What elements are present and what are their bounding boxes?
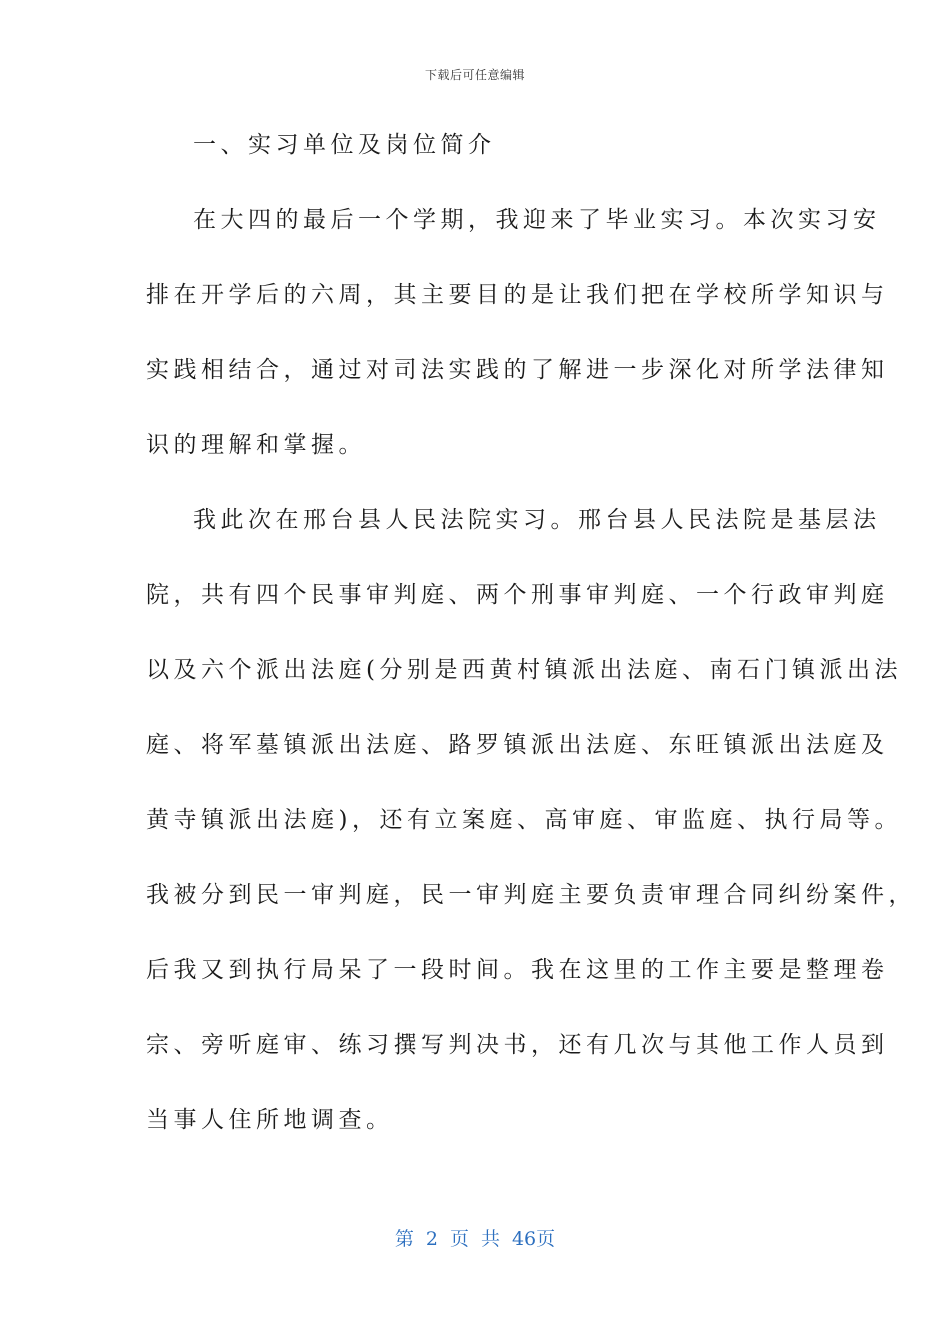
total-page-count: 46页 [511,1228,556,1250]
paragraph-line: 庭、将军墓镇派出法庭、路罗镇派出法庭、东旺镇派出法庭及 [146,732,889,758]
paragraph-line: 以及六个派出法庭(分别是西黄村镇派出法庭、南石门镇派出法 [146,657,902,683]
paragraph-line: 黄寺镇派出法庭)，还有立案庭、高审庭、审监庭、执行局等。 [146,807,902,833]
paragraph-line: 院，共有四个民事审判庭、两个刑事审判庭、一个行政审判庭 [146,582,889,608]
paragraph-line: 在大四的最后一个学期，我迎来了毕业实习。本次实习安 [193,207,881,233]
footer-total-prefix: 共 [480,1228,500,1250]
paragraph-line: 宗、旁听庭审、练习撰写判决书，还有几次与其他工作人员到 [146,1032,889,1058]
section-heading: 一、实习单位及岗位简介 [193,132,496,158]
current-page-number: 2 [425,1228,438,1250]
paragraph-line: 后我又到执行局呆了一段时间。我在这里的工作主要是整理卷 [146,957,889,983]
paragraph-line: 实践相结合，通过对司法实践的了解进一步深化对所学法律知 [146,357,889,383]
document-body [146,112,916,1162]
paragraph-line: 我此次在邢台县人民法院实习。邢台县人民法院是基层法 [193,507,881,533]
paragraph-line: 我被分到民一审判庭，民一审判庭主要负责审理合同纠纷案件， [146,882,916,908]
footer-page-label: 页 [449,1228,469,1250]
paragraph-line: 当事人住所地调查。 [146,1107,394,1133]
paragraph-line: 识的理解和掌握。 [146,432,366,458]
page-number-footer [0,1224,950,1251]
footer-prefix: 第 [394,1228,414,1250]
page-header: 下载后可任意编辑 [424,68,525,82]
paragraph-line: 排在开学后的六周，其主要目的是让我们把在学校所学知识与 [146,282,889,308]
